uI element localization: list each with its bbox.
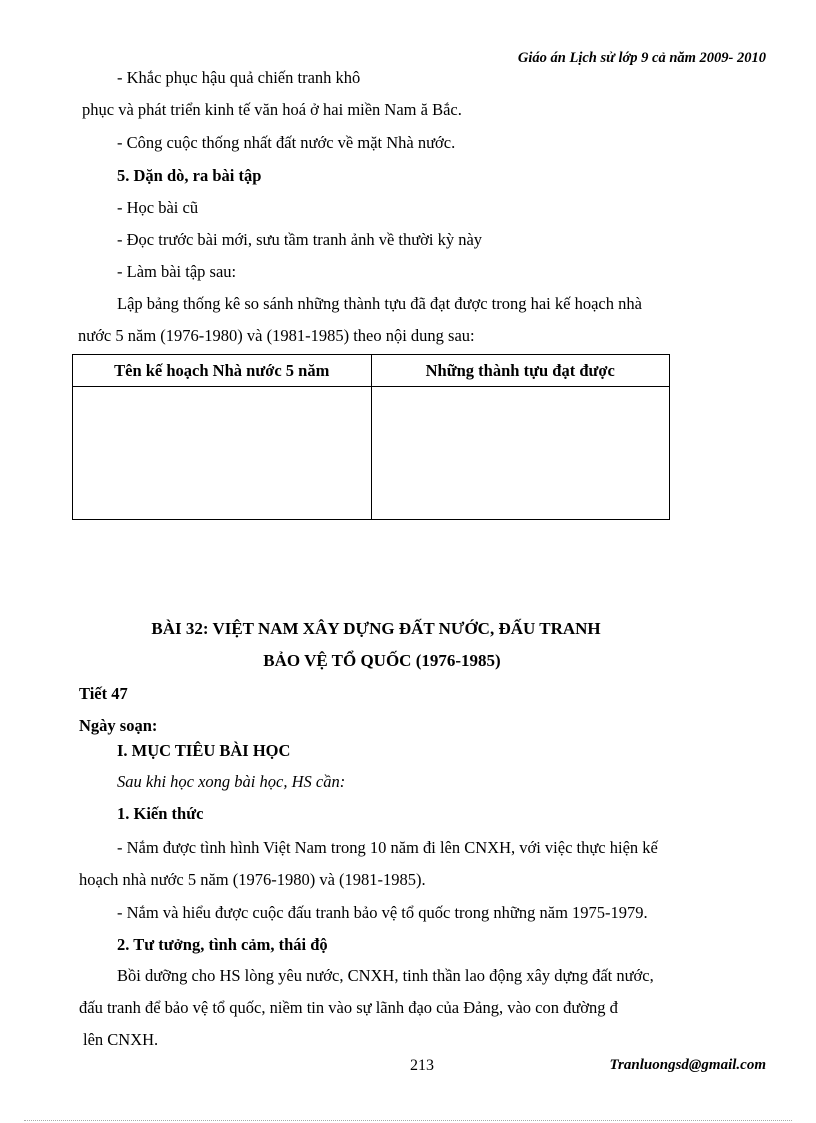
table-row bbox=[73, 387, 670, 520]
list-item: - Học bài cũ bbox=[117, 198, 199, 217]
footer-email: Tranluongsd@gmail.com bbox=[609, 1057, 766, 1073]
text-line: - Công cuộc thống nhất đất nước về mặt Nhà nước. bbox=[117, 133, 456, 152]
intro-text: Sau khi học xong bài học, HS cần: bbox=[117, 772, 346, 791]
text-line: lên CNXH. bbox=[83, 1030, 159, 1049]
section-heading: 5. Dặn dò, ra bài tập bbox=[117, 166, 262, 185]
table-header-cell: Tên kế hoạch Nhà nước 5 năm bbox=[73, 355, 372, 387]
text-line: hoạch nhà nước 5 năm (1976-1980) và (1981-1985). bbox=[79, 870, 426, 889]
lesson-period: Tiết 47 bbox=[79, 684, 128, 703]
section-heading: I. MỤC TIÊU BÀI HỌC bbox=[117, 741, 291, 760]
text-line: Bồi dưỡng cho HS lòng yêu nước, CNXH, tinh thần lao động xây dựng đất nước, bbox=[117, 966, 654, 985]
table-header-row bbox=[73, 355, 670, 387]
text-line: - Nắm được tình hình Việt Nam trong 10 năm đi lên CNXH, với việc thực hiện kế bbox=[117, 838, 658, 857]
text-line: phục và phát triển kinh tế văn hoá ở hai miền Nam ă Bắc. bbox=[82, 100, 462, 119]
text-line: đấu tranh để bảo vệ tổ quốc, niềm tin vào sự lãnh đạo của Đảng, vào con đường đ bbox=[79, 998, 618, 1017]
page-bottom-divider bbox=[24, 1120, 792, 1121]
lesson-title-line: BẢO VỆ TỔ QUỐC (1976-1985) bbox=[263, 651, 501, 670]
text-line: - Nắm và hiểu được cuộc đấu tranh bảo vệ tổ quốc trong những năm 1975-1979. bbox=[117, 903, 648, 922]
subsection-heading: 1. Kiến thức bbox=[117, 804, 204, 823]
document-header: Giáo án Lịch sử lớp 9 cả năm 2009- 2010 bbox=[517, 50, 766, 66]
text-line: Lập bảng thống kê so sánh những thành tựu đã đạt được trong hai kế hoạch nhà bbox=[117, 294, 642, 313]
lesson-title-line: BÀI 32: VIỆT NAM XÂY DỰNG ĐẤT NƯỚC, ĐẤU TRANH bbox=[151, 619, 601, 638]
subsection-heading: 2. Tư tưởng, tình cảm, thái độ bbox=[117, 935, 328, 954]
list-item: - Đọc trước bài mới, sưu tầm tranh ảnh về thười kỳ này bbox=[117, 230, 483, 249]
page-number: 213 bbox=[410, 1057, 434, 1074]
table-cell bbox=[371, 387, 670, 520]
summary-table bbox=[72, 354, 670, 520]
table-cell bbox=[73, 387, 372, 520]
text-line: - Khắc phục hậu quả chiến tranh khô bbox=[117, 68, 361, 87]
lesson-date: Ngày soạn: bbox=[79, 716, 158, 735]
list-item: - Làm bài tập sau: bbox=[117, 262, 237, 281]
table-header-cell: Những thành tựu đạt được bbox=[371, 355, 670, 387]
text-line: nước 5 năm (1976-1980) và (1981-1985) theo nội dung sau: bbox=[78, 326, 475, 345]
